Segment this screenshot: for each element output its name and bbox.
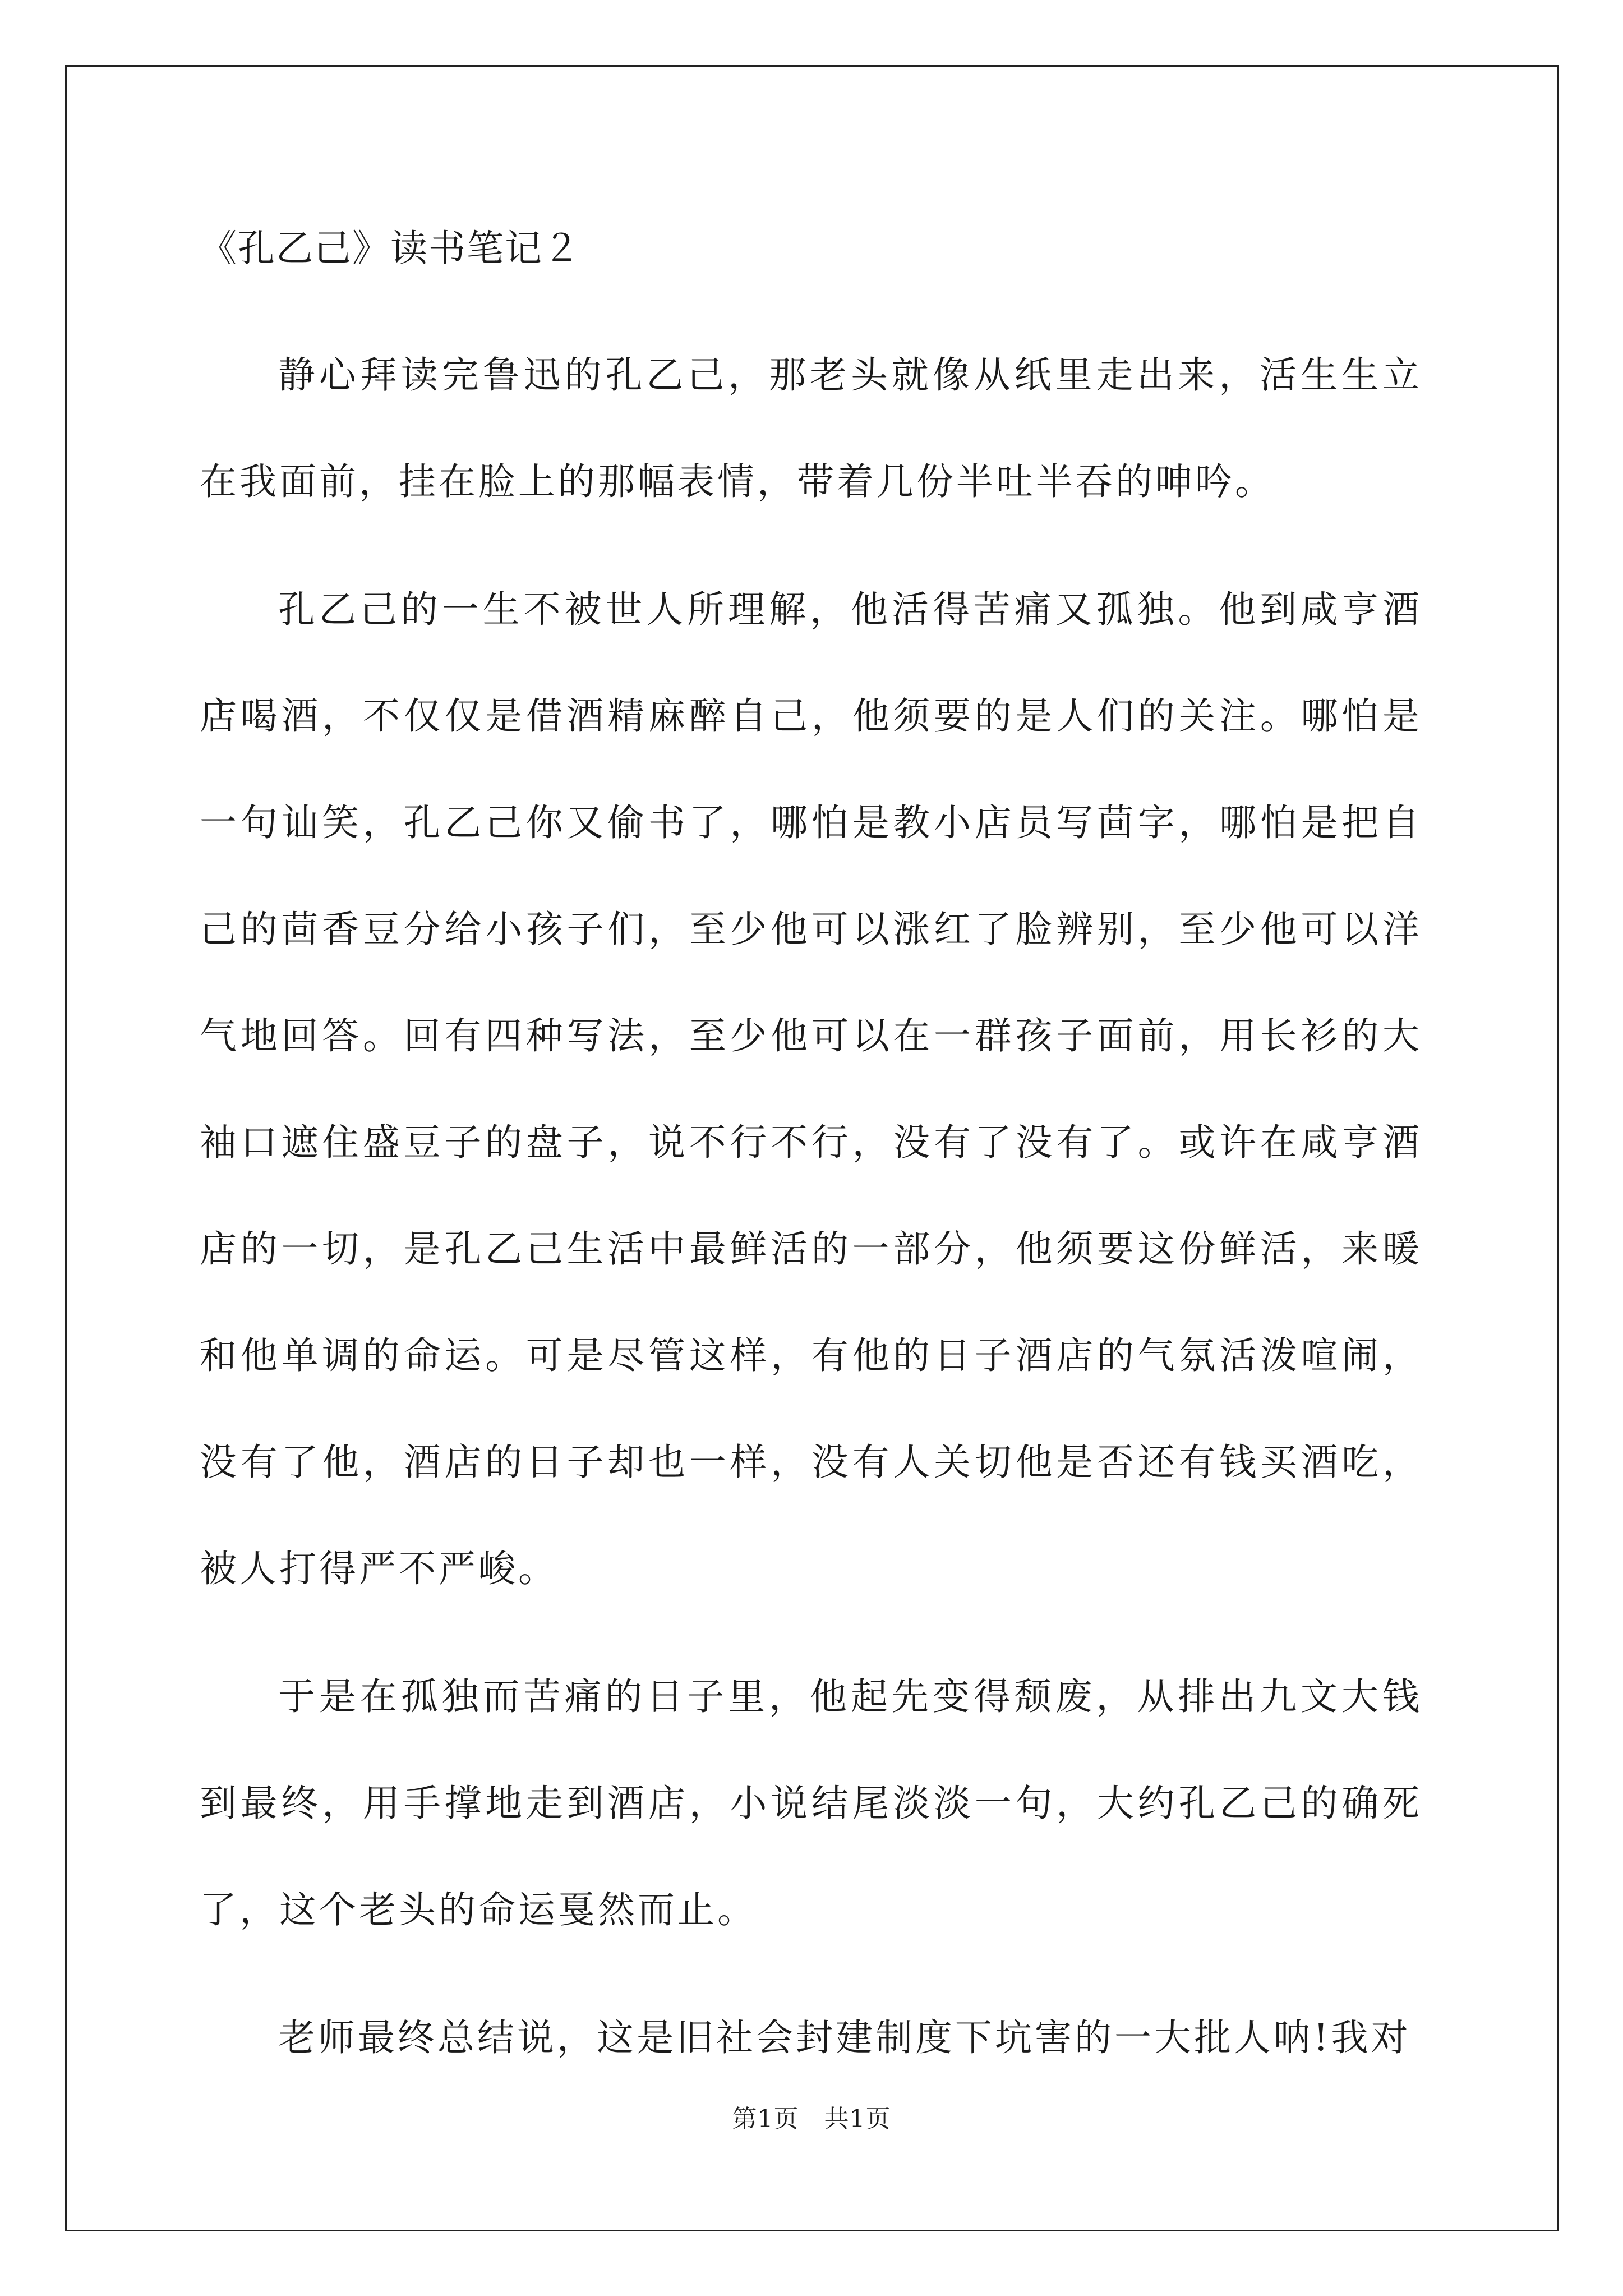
paragraph-1: 静心拜读完鲁迅的孔乙己，那老头就像从纸里走出来，活生生立在我面前，挂在脸上的那幅表情，带着几份半吐半吞的呻吟。 — [200, 353, 1422, 503]
document-title: 《孔乙己》读书笔记２ — [200, 227, 581, 270]
paragraph-4: 老师最终总结说，这是旧社会封建制度下坑害的一大批人呐!我对 — [278, 2016, 1411, 2059]
paragraph-2: 孔乙己的一生不被世人所理解，他活得苦痛又孤独。他到咸亨酒店喝酒，不仅仅是借酒精麻醉自己，他须要的是人们的关注。哪怕是一句讪笑，孔乙己你又偷书了，哪怕是教小店员写茴字，哪怕是把自己的茴香豆分给小孩子们，至少他可以涨红了脸辨别，至少他可以洋气地回答。回有四种写法，至少他可以在一群孩子面前，用长衫的大袖口遮住盛豆子的盘子，说不行不行，没有了没有了。或许在咸亨酒店的一切，是孔乙己生活中最鲜活的一部分，他须要这份鲜活，来暖和他单调的命运。可是尽管这样，有他的日子酒店的气氛活泼喧闹，没有了他，酒店的日子却也一样，没有人关切他是否还有钱买酒吃，被人打得严不严峻。 — [200, 588, 1422, 1590]
page-footer: 第1页 共1页 — [732, 2105, 891, 2133]
paragraph-3: 于是在孤独而苦痛的日子里，他起先变得颓废，从排出九文大钱到最终，用手撑地走到酒店，小说结尾淡淡一句，大约孔乙己的确死了，这个老头的命运戛然而止。 — [200, 1675, 1422, 1931]
document-body — [200, 223, 1422, 2091]
